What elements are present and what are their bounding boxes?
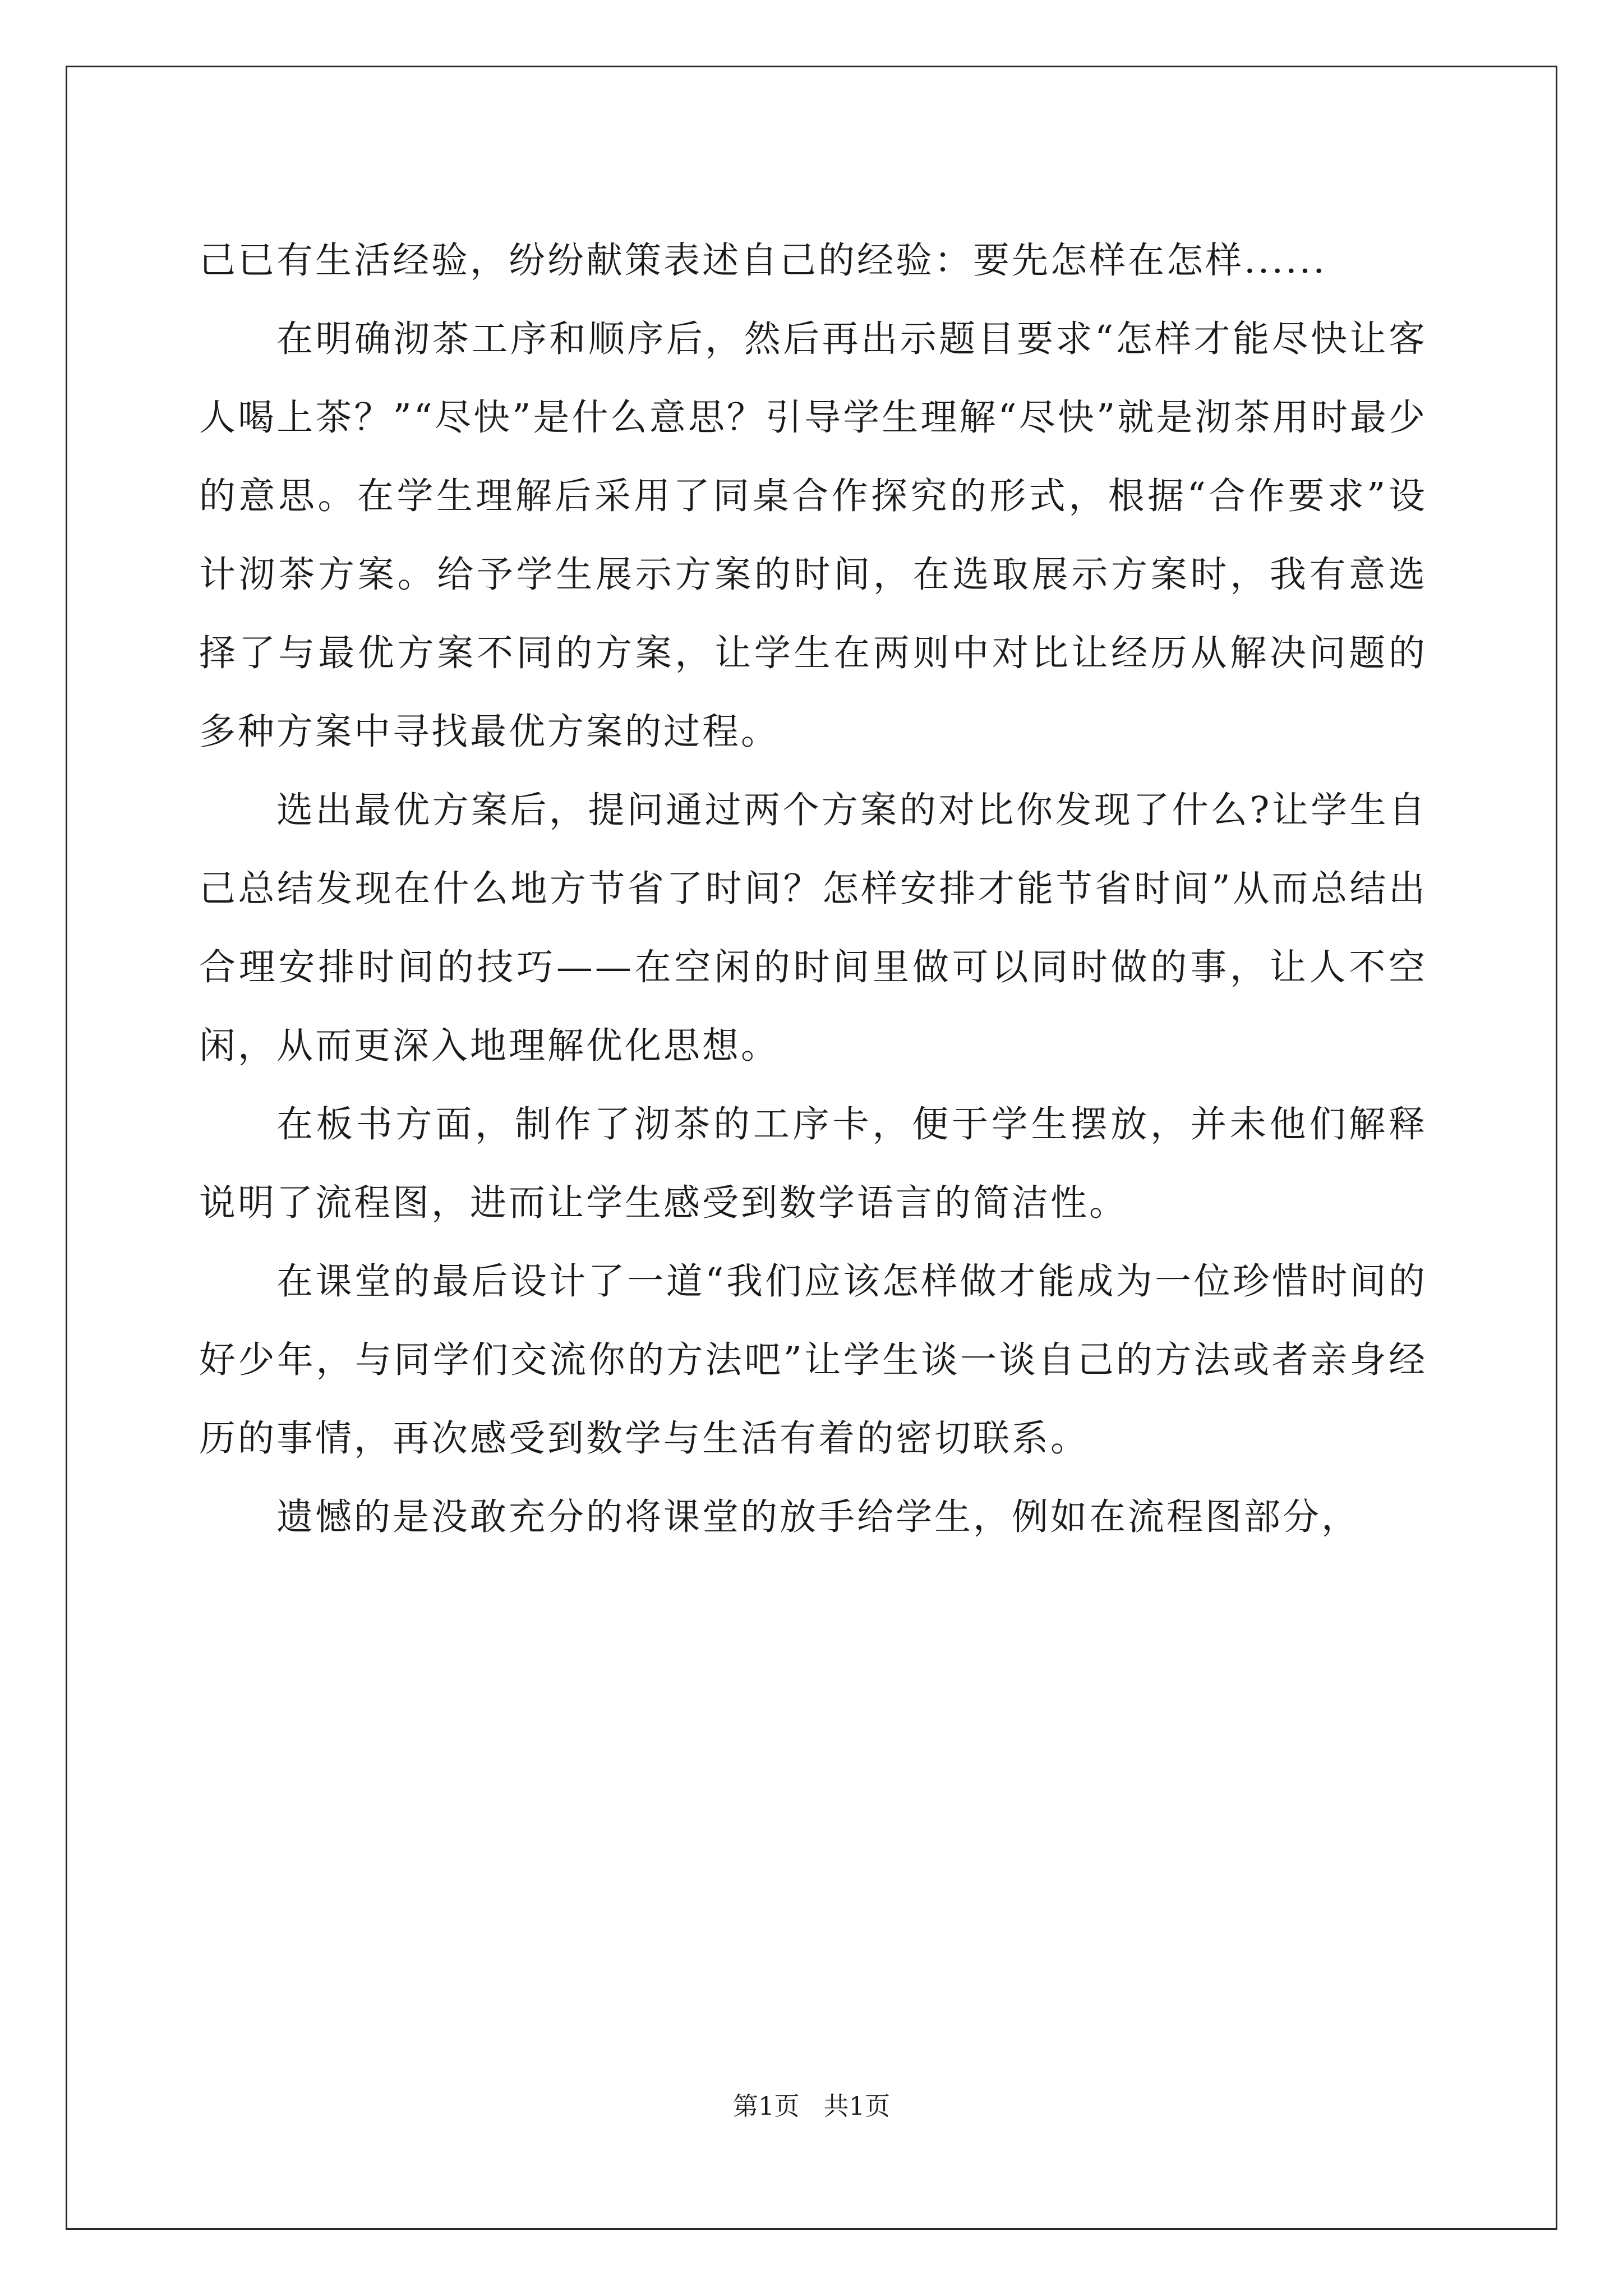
page-footer [0, 2090, 1623, 2123]
paragraph: 在板书方面，制作了沏茶的工序卡，便于学生摆放，并未他们解释说明了流程图，进而让学生感受到数学语言的简洁性。 [199, 1103, 1427, 1224]
paragraph-continued: 己已有生活经验，纷纷献策表述自己的经验：要先怎样在怎样...... [199, 240, 1327, 282]
paragraph: 在明确沏茶工序和顺序后，然后再出示题目要求“怎样才能尽快让客人喝上茶？”“尽快”是什么意思？引导学生理解“尽快”就是沏茶用时最少的意思。在学生理解后采用了同桌合作探究的形式，根据“合作要求”设计沏茶方案。给予学生展示方案的时间，在选取展示方案时，我有意选择了与最优方案不同的方案，让学生在两则中对比让经历从解决问题的多种方案中寻找最优方案的过程。 [199, 318, 1427, 753]
page-total: 共1页 [823, 2091, 891, 2121]
paragraph: 在课堂的最后设计了一道“我们应该怎样做才能成为一位珍惜时间的好少年，与同学们交流你的方法吧”让学生谈一谈自己的方法或者亲身经历的事情，再次感受到数学与生活有着的密切联系。 [199, 1260, 1427, 1460]
document-body [199, 222, 1427, 1557]
page-number: 第1页 [732, 2091, 800, 2121]
paragraph: 遗憾的是没敢充分的将课堂的放手给学生，例如在流程图部分， [276, 1496, 1361, 1538]
paragraph: 选出最优方案后，提问通过两个方案的对比你发现了什么?让学生自己总结发现在什么地方节省了时间？怎样安排才能节省时间”从而总结出合理安排时间的技巧——在空闲的时间里做可以同时做的事，让人不空闲，从而更深入地理解优化思想。 [199, 789, 1427, 1067]
